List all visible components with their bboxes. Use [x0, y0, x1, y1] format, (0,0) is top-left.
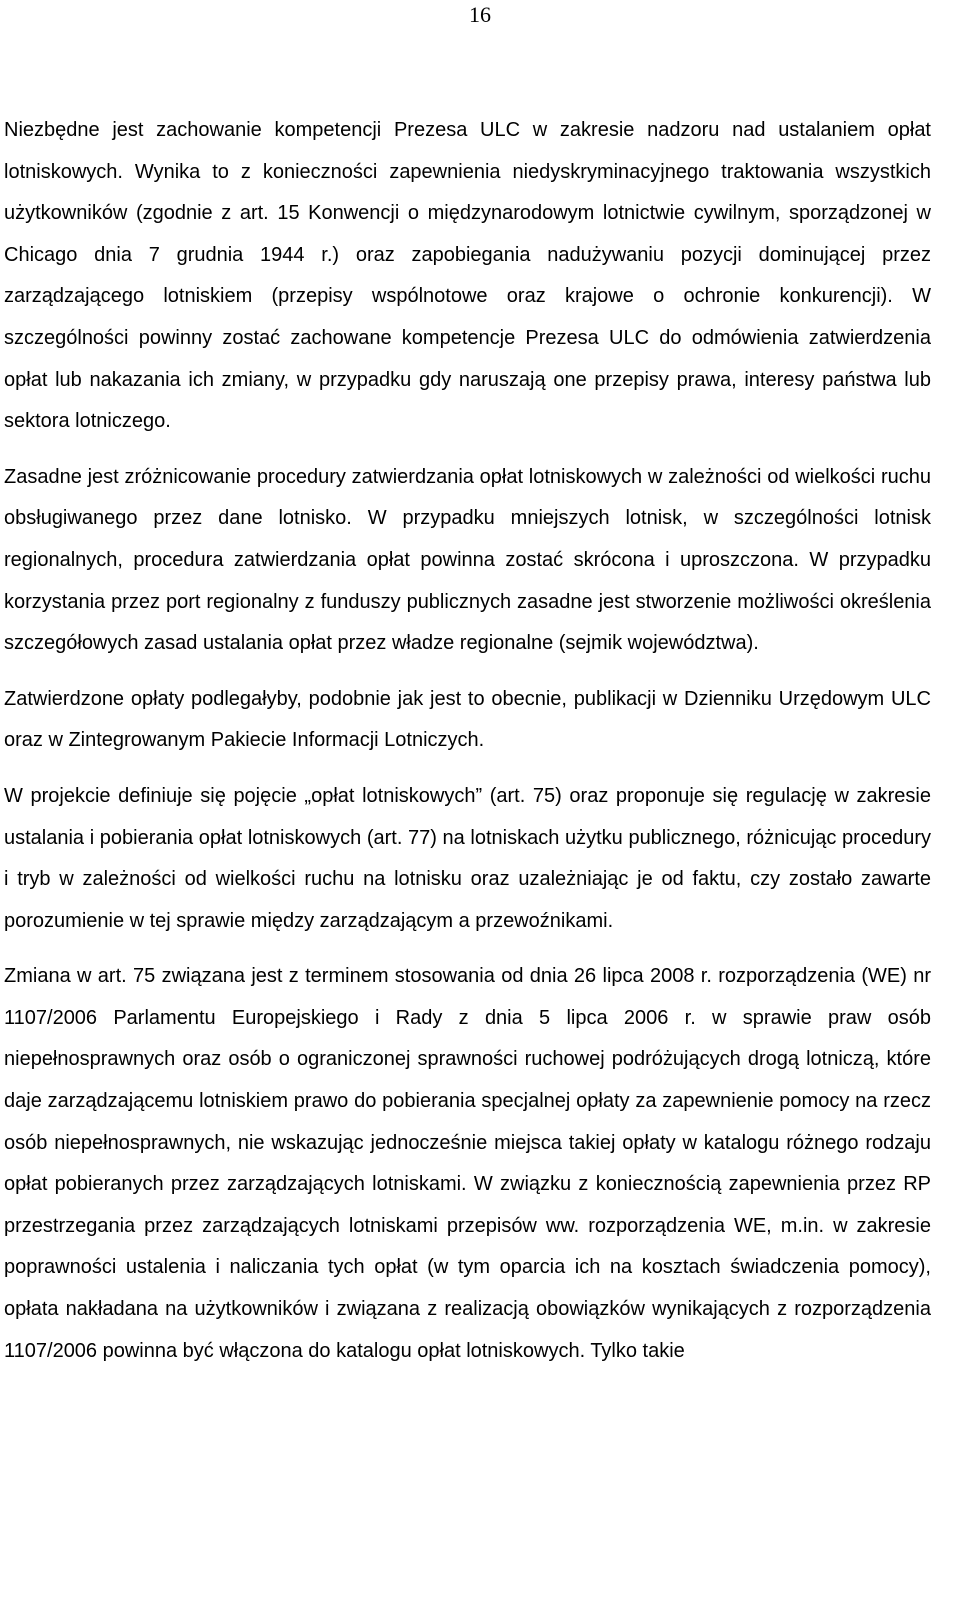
paragraph-3: Zatwierdzone opłaty podlegałyby, podobnie jak jest to obecnie, publikacji w Dzienniku Urzędowym ULC oraz w Zintegrowanym Pakiecie Informacji Lotniczych. — [4, 687, 931, 752]
page-number: 16 — [469, 2, 491, 27]
document-body — [4, 110, 931, 1372]
paragraph-1: Niezbędne jest zachowanie kompetencji Prezesa ULC w zakresie nadzoru nad ustalaniem opłat lotniskowych. Wynika to z konieczności zapewnienia niedyskryminacyjnego traktowania wszystkich użytkowników (zgodnie z art. 15 Konwencji o międzynarodowym lotnictwie cywilnym, sporządzonej w Chicago dnia 7 grudnia 1944 r.) oraz zapobiegania nadużywaniu pozycji dominującej przez zarządzającego lotniskiem (przepisy wspólnotowe oraz krajowe o ochronie konkurencji). W szczególności powinny zostać zachowane kompetencje Prezesa ULC do odmówienia zatwierdzenia opłat lub nakazania ich zmiany, w przypadku gdy naruszają one przepisy prawa, interesy państwa lub sektora lotniczego. — [4, 119, 931, 433]
paragraph-5: Zmiana w art. 75 związana jest z terminem stosowania od dnia 26 lipca 2008 r. rozporządzenia (WE) nr 1107/2006 Parlamentu Europejskiego i Rady z dnia 5 lipca 2006 r. w sprawie praw osób niepełnosprawnych oraz osób o ograniczonej sprawności ruchowej podróżujących drogą lotniczą, które daje zarządzającemu lotniskiem prawo do pobierania specjalnej opłaty za zapewnienie pomocy na rzecz osób niepełnosprawnych, nie wskazując jednocześnie miejsca takiej opłaty w katalogu różnego rodzaju opłat pobieranych przez zarządzających lotniskami. W związku z koniecznością zapewnienia przez RP przestrzegania przez zarządzających lotniskami przepisów ww. rozporządzenia WE, m.in. w zakresie poprawności ustalenia i naliczania tych opłat (w tym oparcia ich na kosztach świadczenia pomocy), opłata nakładana na użytkowników i związana z realizacją obowiązków wynikających z rozporządzenia 1107/2006 powinna być włączona do katalogu opłat lotniskowych. Tylko takie — [4, 965, 931, 1362]
paragraph-4: W projekcie definiuje się pojęcie „opłat lotniskowych” (art. 75) oraz proponuje się regulację w zakresie ustalania i pobierania opłat lotniskowych (art. 77) na lotniskach użytku publicznego, różnicując procedury i tryb w zależności od wielkości ruchu na lotnisku oraz uzależniając je od faktu, czy zostało zawarte porozumienie w tej sprawie między zarządzającym a przewoźnikami. — [4, 784, 931, 932]
paragraph-2: Zasadne jest zróżnicowanie procedury zatwierdzania opłat lotniskowych w zależności od wielkości ruchu obsługiwanego przez dane lotnisko. W przypadku mniejszych lotnisk, w szczególności lotnisk regionalnych, procedura zatwierdzania opłat powinna zostać skrócona i uproszczona. W przypadku korzystania przez port regionalny z funduszy publicznych zasadne jest stworzenie możliwości określenia szczegółowych zasad ustalania opłat przez władze regionalne (sejmik województwa). — [4, 465, 931, 655]
